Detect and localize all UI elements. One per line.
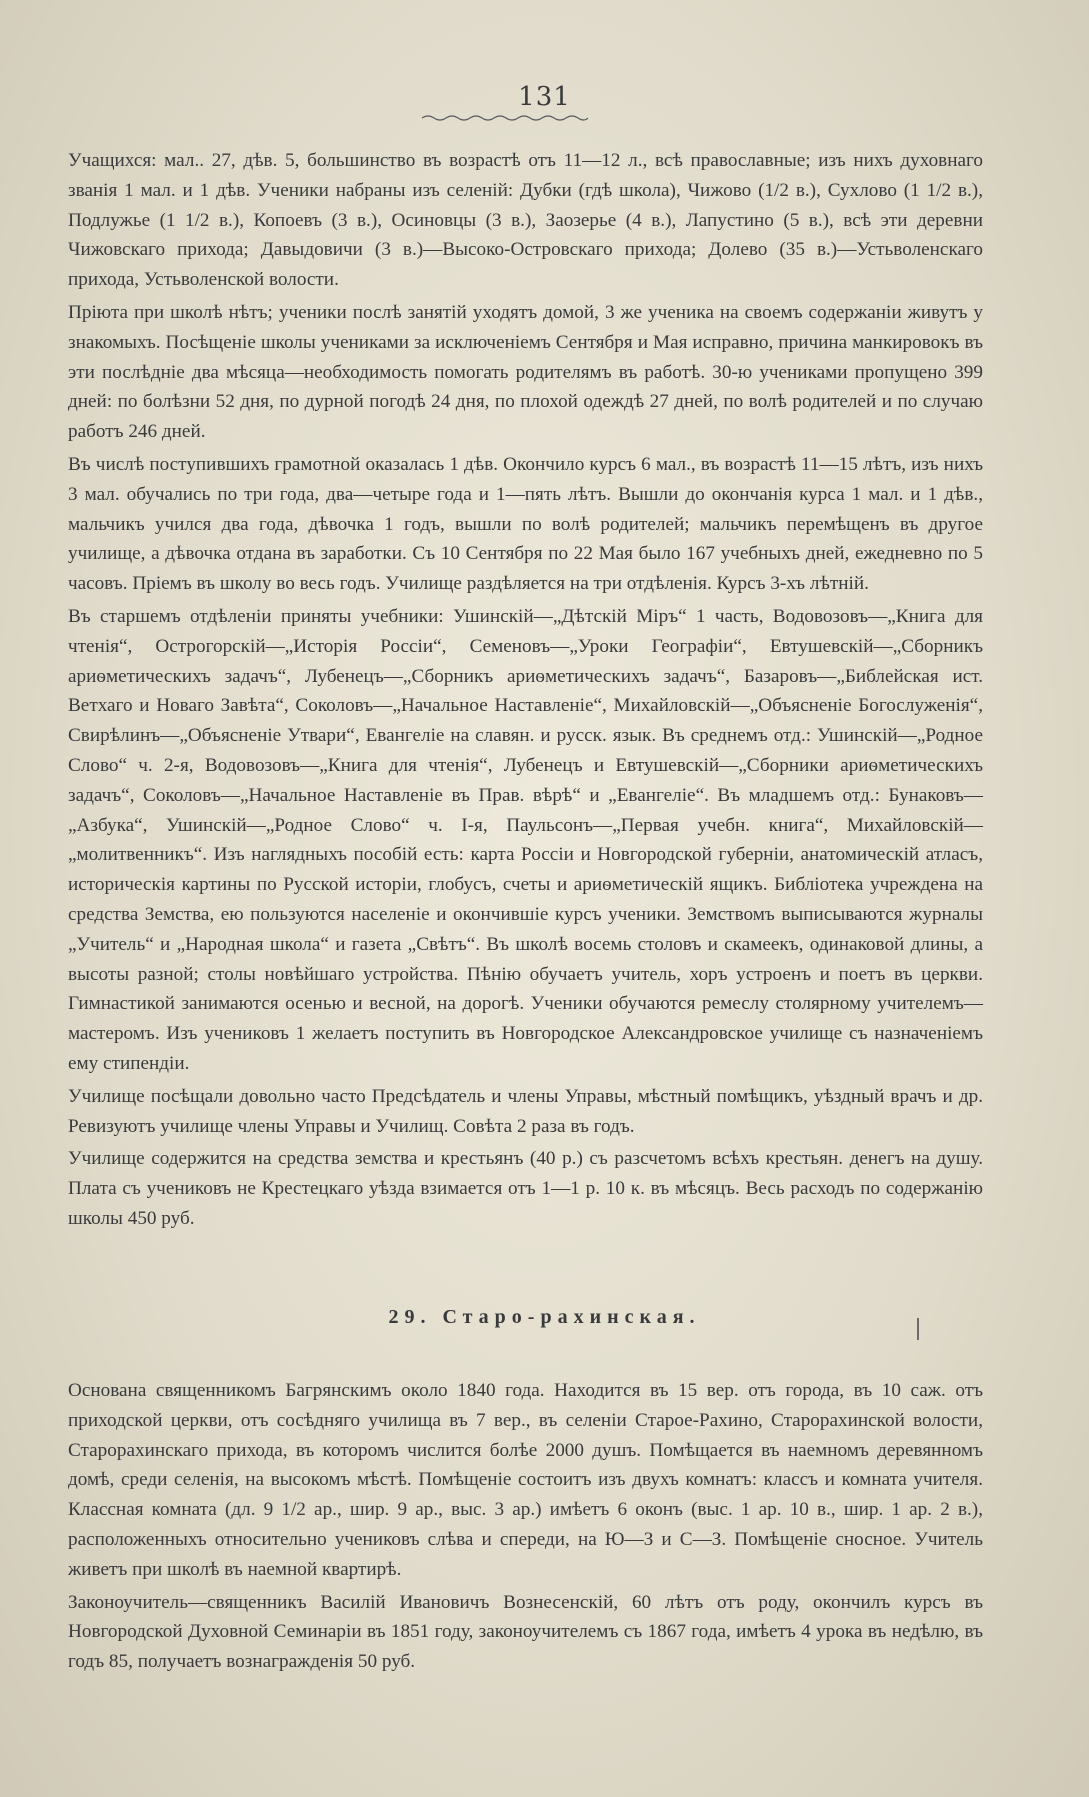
page-number: 131	[518, 82, 571, 112]
paragraph: Училище посѣщали довольно часто Предсѣдатель и члены Управы, мѣстный помѣщикъ, уѣздный врачъ и др. Ревизуютъ училище члены Управы и Училищ. Совѣта 2 раза въ годъ.	[68, 1085, 983, 1137]
paragraph: Учащихся: мал.. 27, дѣв. 5, большинство въ возрастѣ отъ 11—12 л., всѣ православные; изъ нихъ духовнаго званія 1 мал. и 1 дѣв. Ученики набраны изъ селеній: Дубки (гдѣ школа), Чижово (1/2 в.), Сухлово (1 1/2 в.), Подлужье (1 1/2 в.), Копоевъ (3 в.), Осиновцы (3 в.), Заозерье (4 в.), Лапустино (5 в.), всѣ эти деревни Чижовскаго прихода; Давыдовичи (3 в.)—Высоко-Островскаго прихода; Долево (35 в.)—Устьволенскаго прихода, Устьволенской волости.	[68, 150, 983, 291]
paragraph: Законоучитель—священникъ Василій Ивановичъ Вознесенскій, 60 лѣтъ отъ роду, окончилъ курсъ въ Новгородской Духовной Семинаріи въ 1851 году, законоучителемъ съ 1867 года, имѣетъ 4 урока въ недѣлю, въ годъ 85, получаетъ вознагражденія 50 руб.	[68, 1591, 983, 1673]
decorative-rule	[420, 114, 590, 122]
paragraph: Въ старшемъ отдѣленіи приняты учебники: Ушинскій—„Дѣтскій Міръ“ 1 часть, Водовозовъ—„Книга для чтенія“, Острогорскій—„Исторія Россіи“, Семеновъ—„Уроки Географіи“, Евтушевскій—„Сборникъ ариѳметическихъ задачъ“, Лубенецъ—„Сборникъ ариѳметическихъ задачъ“, Базаровъ—„Библейская ист. Ветхаго и Новаго Завѣта“, Соколовъ—„Начальное Наставленіе“, Михайловскій—„Объясненіе Богослуженія“, Свирѣлинъ—„Объясненіе Утвари“, Евангеліе на славян. и русск. язык. Въ среднемъ отд.: Ушинскій—„Родное Слово“ ч. 2-я, Водовозовъ—„Книга для чтенія“, Лубенецъ и Евтушевскій—„Сборники ариѳметическихъ задачъ“, Соколовъ—„Начальное Наставленіе въ Прав. вѣрѣ“ и „Евангеліе“. Въ младшемъ отд.: Бунаковъ—„Азбука“, Ушинскій—„Родное Слово“ ч. I-я, Паульсонъ—„Первая учебн. книга“, Михайловскій—„молитвенникъ“. Изъ наглядныхъ пособій есть: карта Россіи и Новгородской губерніи, анатомическій атласъ, историческія картины по Русской исторіи, глобусъ, счеты и ариѳметическій ящикъ. Библіотека учреждена на средства Земства, ею пользуются населеніе и окончившіе курсъ ученики. Земствомъ выписываются журналы „Учитель“ и „Народная школа“ и газета „Свѣтъ“. Въ школѣ восемь столовъ и скамеекъ, одинаковой длины, а высоты разной; столы новѣйшаго устройства. Пѣнію обучаетъ учитель, хоръ устроенъ и поетъ въ церкви. Гимнастикой занимаются осенью и весной, на дорогѣ. Ученики обучаются ремеслу столярному учителемъ—мастеромъ. Изъ учениковъ 1 желаетъ поступить въ Новгородское Александровское училище съ назначеніемъ ему стипендіи.	[68, 605, 983, 1074]
paragraph: Въ числѣ поступившихъ грамотной оказалась 1 дѣв. Окончило курсъ 6 мал., въ возрастѣ 11—15 лѣтъ, изъ нихъ 3 мал. обучались по три года, два—четыре года и 1—пять лѣтъ. Вышли до окончанія курса 1 мал. и 1 дѣв., мальчикъ учился два года, дѣвочка 1 годъ, вышли по волѣ родителей; мальчикъ перемѣщенъ въ другое училище, а дѣвочка отдана въ заработки. Съ 10 Сентября по 22 Мая было 167 учебныхъ дней, ежедневно по 5 часовъ. Пріемъ въ школу во весь годъ. Училище раздѣляется на три отдѣленія. Курсъ 3-хъ лѣтній.	[68, 453, 983, 595]
paragraph: Основана священникомъ Багрянскимъ около 1840 годa. Находится въ 15 вер. отъ города, въ 10 саж. отъ приходской церкви, отъ сосѣдняго училища въ 7 вер., въ селеніи Старое-Рахино, Старорахинской волости, Старорахинскаго прихода, въ которомъ числится болѣе 2000 душъ. Помѣщается въ наемномъ деревянномъ домѣ, среди селенія, на высокомъ мѣстѣ. Помѣщеніе состоитъ изъ двухъ комнатъ: классъ и комната учителя. Классная комната (дл. 9 1/2 ар., шир. 9 ар., выс. 3 ар.) имѣетъ 6 оконъ (выс. 1 ар. 10 в., шир. 1 ар. 2 в.), расположенныхъ относительно учениковъ слѣва и спереди, на Ю—З и С—З. Помѣщеніе сносное. Учитель живетъ при школѣ въ наемной квартирѣ.	[68, 1380, 983, 1580]
paragraph: Пріюта при школѣ нѣтъ; ученики послѣ занятій уходятъ домой, 3 же ученика на своемъ содержаніи живутъ у знакомыхъ. Посѣщеніе школы учениками за исключеніемъ Сентября и Мая исправно, причина манкировокъ въ эти послѣдніе два мѣсяца—необходимость помогать родителямъ въ работѣ. 30-ю учениками пропущено 399 дней: по болѣзни 52 дня, по дурной погодѣ 24 дня, по плохой одеждѣ 27 дней, по волѣ родителей и по случаю работъ 246 дней.	[68, 301, 983, 443]
main-text-block	[68, 146, 983, 1237]
paragraph: Училище содержится на средства земства и крестьянъ (40 р.) съ разсчетомъ всѣхъ крестьян. денегъ на душу. Плата съ учениковъ не Крестецкаго уѣзда взимается отъ 1—1 р. 10 к. въ мѣсяцъ. Весь расходъ по содержанію школы 450 руб.	[68, 1148, 983, 1229]
section-title: 29. Старо-рахинская.	[388, 1306, 701, 1328]
section-text-block	[68, 1376, 983, 1680]
margin-mark	[917, 1318, 919, 1340]
